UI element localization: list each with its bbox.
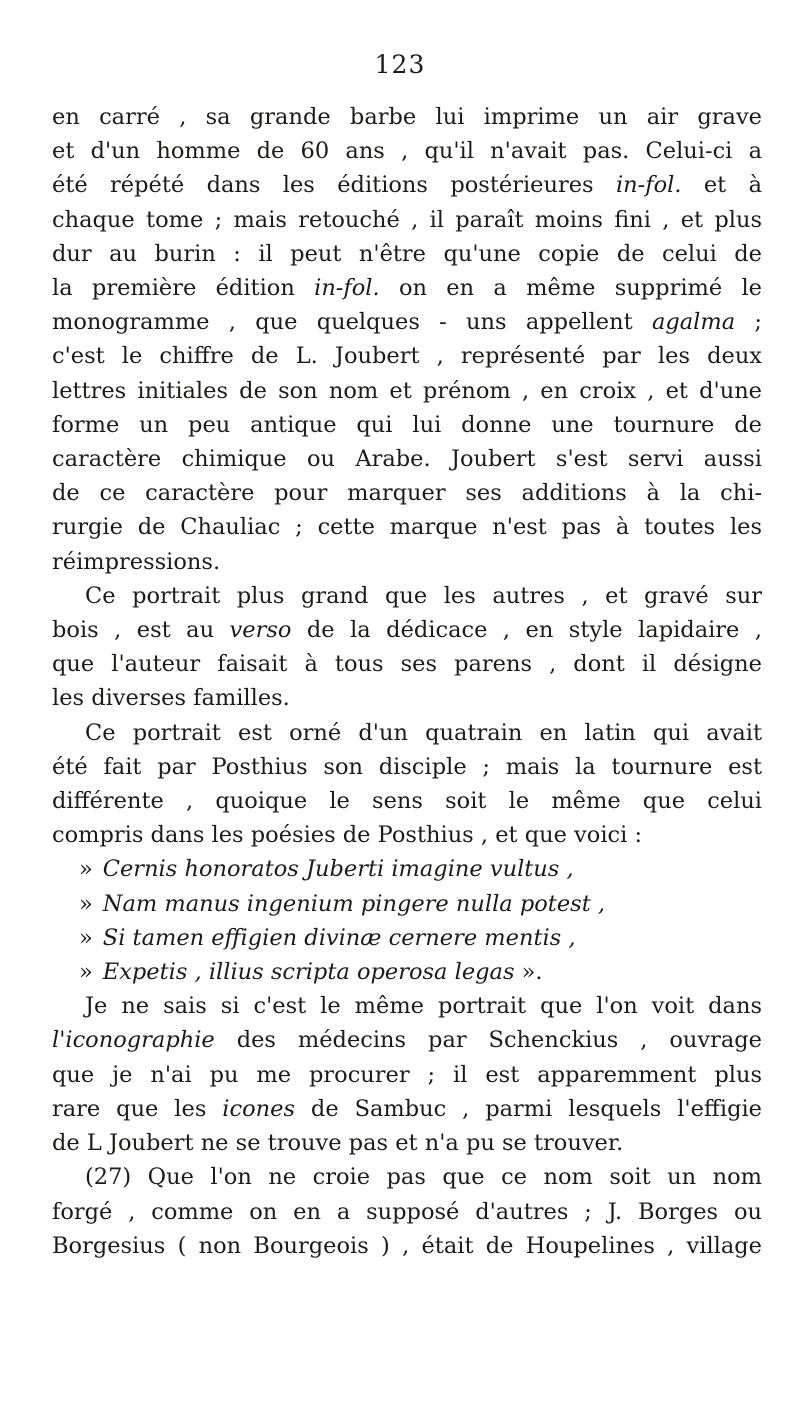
text-line: l'iconographie des médecins par Schenckius , ouvrage xyxy=(52,1027,762,1054)
text-line: (27) Que l'on ne croie pas que ce nom soit un nom xyxy=(85,1164,762,1191)
page-number: 123 xyxy=(374,50,426,79)
verse-line: » Cernis honoratos Juberti imagine vultus , xyxy=(79,856,574,883)
text-line: Borgesius ( non Bourgeois ) , était de Houpelines , village xyxy=(52,1232,762,1259)
verse-line: » Si tamen effigien divinæ cernere mentis , xyxy=(79,924,576,951)
body-text xyxy=(52,100,762,1263)
text-line: Je ne sais si c'est le même portrait que l'on voit dans xyxy=(85,993,762,1020)
text-line: Ce portrait est orné d'un quatrain en latin qui avait xyxy=(85,719,762,746)
text-line: été répété dans les éditions postérieures in-fol. et à xyxy=(52,172,762,199)
text-line: forme un peu antique qui lui donne une tournure de xyxy=(52,411,762,438)
text-line: de ce caractère pour marquer ses additions à la chi- xyxy=(52,480,762,507)
text-line: que je n'ai pu me procurer ; il est apparemment plus xyxy=(52,1061,762,1088)
verse-line: » Expetis , illius scripta operosa legas ». xyxy=(79,959,543,986)
text-line: c'est le chiffre de L. Joubert , représenté par les deux xyxy=(52,343,762,370)
text-line: rare que les icones de Sambuc , parmi lesquels l'effigie xyxy=(52,1095,762,1122)
text-line: caractère chimique ou Arabe. Joubert s'est servi aussi xyxy=(52,446,762,473)
text-line: été fait par Posthius son disciple ; mais la tournure est xyxy=(52,753,762,780)
text-line: que l'auteur faisait à tous ses parens , dont il désigne xyxy=(52,651,762,678)
verse-line: » Nam manus ingenium pingere nulla potest , xyxy=(79,890,606,917)
text-line: et d'un homme de 60 ans , qu'il n'avait pas. Celui-ci a xyxy=(52,138,762,165)
text-line: en carré , sa grande barbe lui imprime un air grave xyxy=(52,104,762,130)
text-line: compris dans les poésies de Posthius , et que voici : xyxy=(52,822,643,849)
text-line: différente , quoique le sens soit le même que celui xyxy=(52,788,762,815)
text-line: monogramme , que quelques - uns appellent agalma ; xyxy=(52,309,762,336)
text-line: les diverses familles. xyxy=(52,685,290,712)
text-line: de L Joubert ne se trouve pas et n'a pu se trouver. xyxy=(52,1130,624,1157)
text-line: chaque tome ; mais retouché , il paraît moins fini , et plus xyxy=(52,206,762,233)
text-line: lettres initiales de son nom et prénom , en croix , et d'une xyxy=(52,377,762,404)
text-line: dur au burin : il peut n'être qu'une copie de celui de xyxy=(52,240,762,267)
text-line: réimpressions. xyxy=(52,548,221,575)
text-line: Ce portrait plus grand que les autres , et gravé sur xyxy=(85,582,762,609)
text-line: rurgie de Chauliac ; cette marque n'est pas à toutes les xyxy=(52,514,762,541)
text-line: bois , est au verso de la dédicace , en style lapidaire , xyxy=(52,617,762,644)
text-line: forgé , comme on en a supposé d'autres ; J. Borges ou xyxy=(52,1198,762,1225)
text-line: la première édition in-fol. on en a même supprimé le xyxy=(52,275,762,302)
